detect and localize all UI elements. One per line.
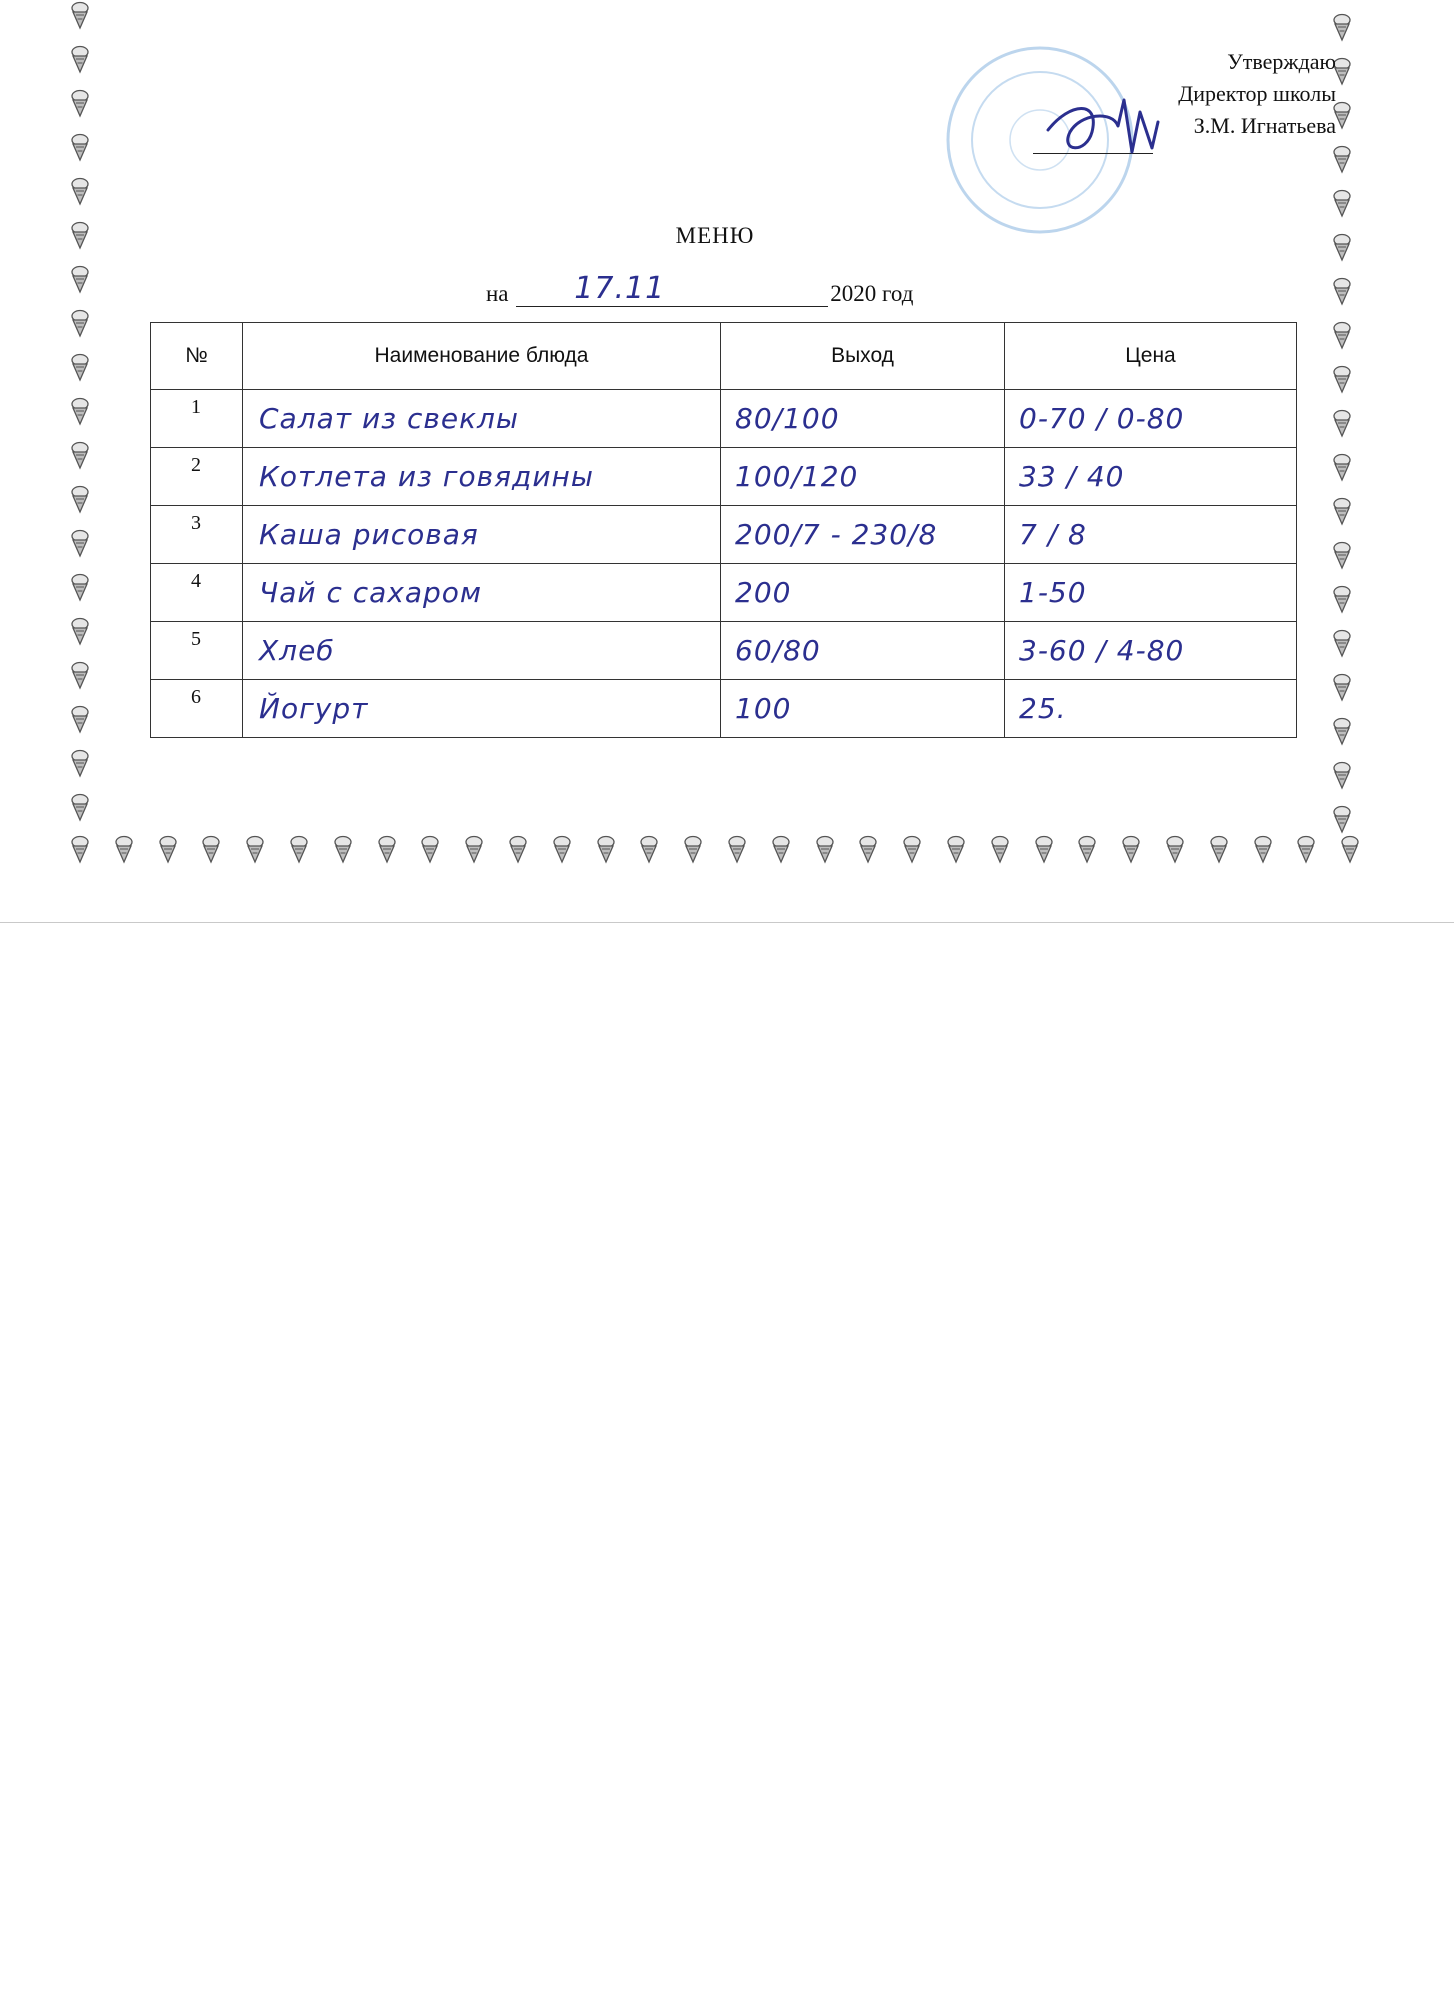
ice-cream-cone-icon — [771, 834, 791, 864]
dish-name: Йогурт — [259, 692, 369, 725]
dish-price: 3-60 / 4-80 — [1019, 634, 1185, 667]
table-header-row — [151, 323, 1297, 390]
dish-yield: 200 — [735, 576, 792, 609]
ice-cream-cone-icon — [1209, 834, 1229, 864]
ice-cream-cone-icon — [508, 834, 528, 864]
date-suffix: 2020 год — [830, 281, 914, 306]
ice-cream-cone-icon — [552, 834, 572, 864]
ice-cream-cone-icon — [158, 834, 178, 864]
ice-cream-cone-icon — [70, 704, 90, 734]
ice-cream-cone-icon — [596, 834, 616, 864]
page-title: МЕНЮ — [675, 223, 755, 248]
ice-cream-cone-icon — [70, 616, 90, 646]
dish-yield: 100/120 — [735, 460, 859, 493]
table-row — [151, 506, 1297, 564]
approval-block — [1178, 46, 1336, 142]
ice-cream-cone-icon — [70, 176, 90, 206]
cone-border-bottom — [70, 834, 1384, 864]
ice-cream-cone-icon — [1332, 276, 1352, 306]
ice-cream-cone-icon — [333, 834, 353, 864]
ice-cream-cone-icon — [1332, 364, 1352, 394]
ice-cream-cone-icon — [1165, 834, 1185, 864]
dish-yield: 80/100 — [735, 402, 840, 435]
ice-cream-cone-icon — [1253, 834, 1273, 864]
ice-cream-cone-icon — [70, 660, 90, 690]
header-number: № — [151, 323, 243, 390]
ice-cream-cone-icon — [1340, 834, 1360, 864]
ice-cream-cone-icon — [1332, 320, 1352, 350]
dish-price: 0-70 / 0-80 — [1019, 402, 1185, 435]
table-row — [151, 448, 1297, 506]
dish-yield: 60/80 — [735, 634, 821, 667]
dish-yield: 100 — [735, 692, 792, 725]
director-signature — [1040, 92, 1170, 172]
date-prefix: на — [486, 281, 509, 306]
ice-cream-cone-icon — [1332, 452, 1352, 482]
row-number: 6 — [191, 686, 201, 708]
cone-border-left — [70, 0, 90, 836]
approval-line-approve: Утверждаю — [1227, 49, 1336, 74]
approval-line-position: Директор школы — [1178, 81, 1336, 106]
ice-cream-cone-icon — [70, 0, 90, 30]
ice-cream-cone-icon — [201, 834, 221, 864]
row-number: 4 — [191, 570, 201, 592]
ice-cream-cone-icon — [1332, 540, 1352, 570]
ice-cream-cone-icon — [245, 834, 265, 864]
ice-cream-cone-icon — [639, 834, 659, 864]
table-row — [151, 622, 1297, 680]
row-number: 3 — [191, 512, 201, 534]
ice-cream-cone-icon — [858, 834, 878, 864]
row-number: 1 — [191, 396, 201, 418]
ice-cream-cone-icon — [70, 440, 90, 470]
ice-cream-cone-icon — [70, 308, 90, 338]
ice-cream-cone-icon — [1077, 834, 1097, 864]
date-blank — [516, 271, 828, 307]
header-dish: Наименование блюда — [243, 323, 721, 390]
ice-cream-cone-icon — [70, 88, 90, 118]
ice-cream-cone-icon — [70, 352, 90, 382]
dish-name: Чай с сахаром — [259, 576, 483, 609]
ice-cream-cone-icon — [420, 834, 440, 864]
table-row — [151, 390, 1297, 448]
dish-price: 7 / 8 — [1019, 518, 1087, 551]
ice-cream-cone-icon — [70, 396, 90, 426]
header-yield: Выход — [721, 323, 1005, 390]
ice-cream-cone-icon — [1332, 144, 1352, 174]
ice-cream-cone-icon — [289, 834, 309, 864]
ice-cream-cone-icon — [114, 834, 134, 864]
dish-name: Котлета из говядины — [259, 460, 594, 493]
ice-cream-cone-icon — [1332, 12, 1352, 42]
date-line — [486, 271, 914, 307]
ice-cream-cone-icon — [464, 834, 484, 864]
table-row — [151, 564, 1297, 622]
ice-cream-cone-icon — [683, 834, 703, 864]
header-price: Цена — [1005, 323, 1297, 390]
ice-cream-cone-icon — [1332, 760, 1352, 790]
ice-cream-cone-icon — [815, 834, 835, 864]
ice-cream-cone-icon — [70, 132, 90, 162]
dish-yield: 200/7 - 230/8 — [735, 518, 938, 551]
ice-cream-cone-icon — [1034, 834, 1054, 864]
ice-cream-cone-icon — [70, 572, 90, 602]
ice-cream-cone-icon — [1296, 834, 1316, 864]
dish-price: 33 / 40 — [1019, 460, 1125, 493]
row-number: 5 — [191, 628, 201, 650]
ice-cream-cone-icon — [1332, 804, 1352, 834]
ice-cream-cone-icon — [70, 264, 90, 294]
ice-cream-cone-icon — [70, 528, 90, 558]
ice-cream-cone-icon — [1332, 496, 1352, 526]
ice-cream-cone-icon — [70, 834, 90, 864]
ice-cream-cone-icon — [70, 792, 90, 822]
ice-cream-cone-icon — [70, 44, 90, 74]
ice-cream-cone-icon — [1332, 716, 1352, 746]
ice-cream-cone-icon — [1332, 408, 1352, 438]
ice-cream-cone-icon — [990, 834, 1010, 864]
dish-name: Салат из свеклы — [259, 402, 519, 435]
row-number: 2 — [191, 454, 201, 476]
dish-name: Хлеб — [259, 634, 335, 667]
dish-price: 1-50 — [1019, 576, 1087, 609]
ice-cream-cone-icon — [946, 834, 966, 864]
dish-name: Каша рисовая — [259, 518, 479, 551]
ice-cream-cone-icon — [727, 834, 747, 864]
approval-line-name: З.М. Игнатьева — [1193, 113, 1336, 138]
menu-table — [150, 322, 1297, 738]
ice-cream-cone-icon — [377, 834, 397, 864]
ice-cream-cone-icon — [1332, 584, 1352, 614]
ice-cream-cone-icon — [1332, 188, 1352, 218]
date-handwritten: 17.11 — [574, 271, 666, 306]
table-row — [151, 680, 1297, 738]
dish-price: 25. — [1019, 692, 1067, 725]
ice-cream-cone-icon — [70, 484, 90, 514]
ice-cream-cone-icon — [1332, 672, 1352, 702]
ice-cream-cone-icon — [902, 834, 922, 864]
ice-cream-cone-icon — [1121, 834, 1141, 864]
ice-cream-cone-icon — [70, 748, 90, 778]
ice-cream-cone-icon — [1332, 628, 1352, 658]
scan-page-edge — [0, 922, 1454, 923]
